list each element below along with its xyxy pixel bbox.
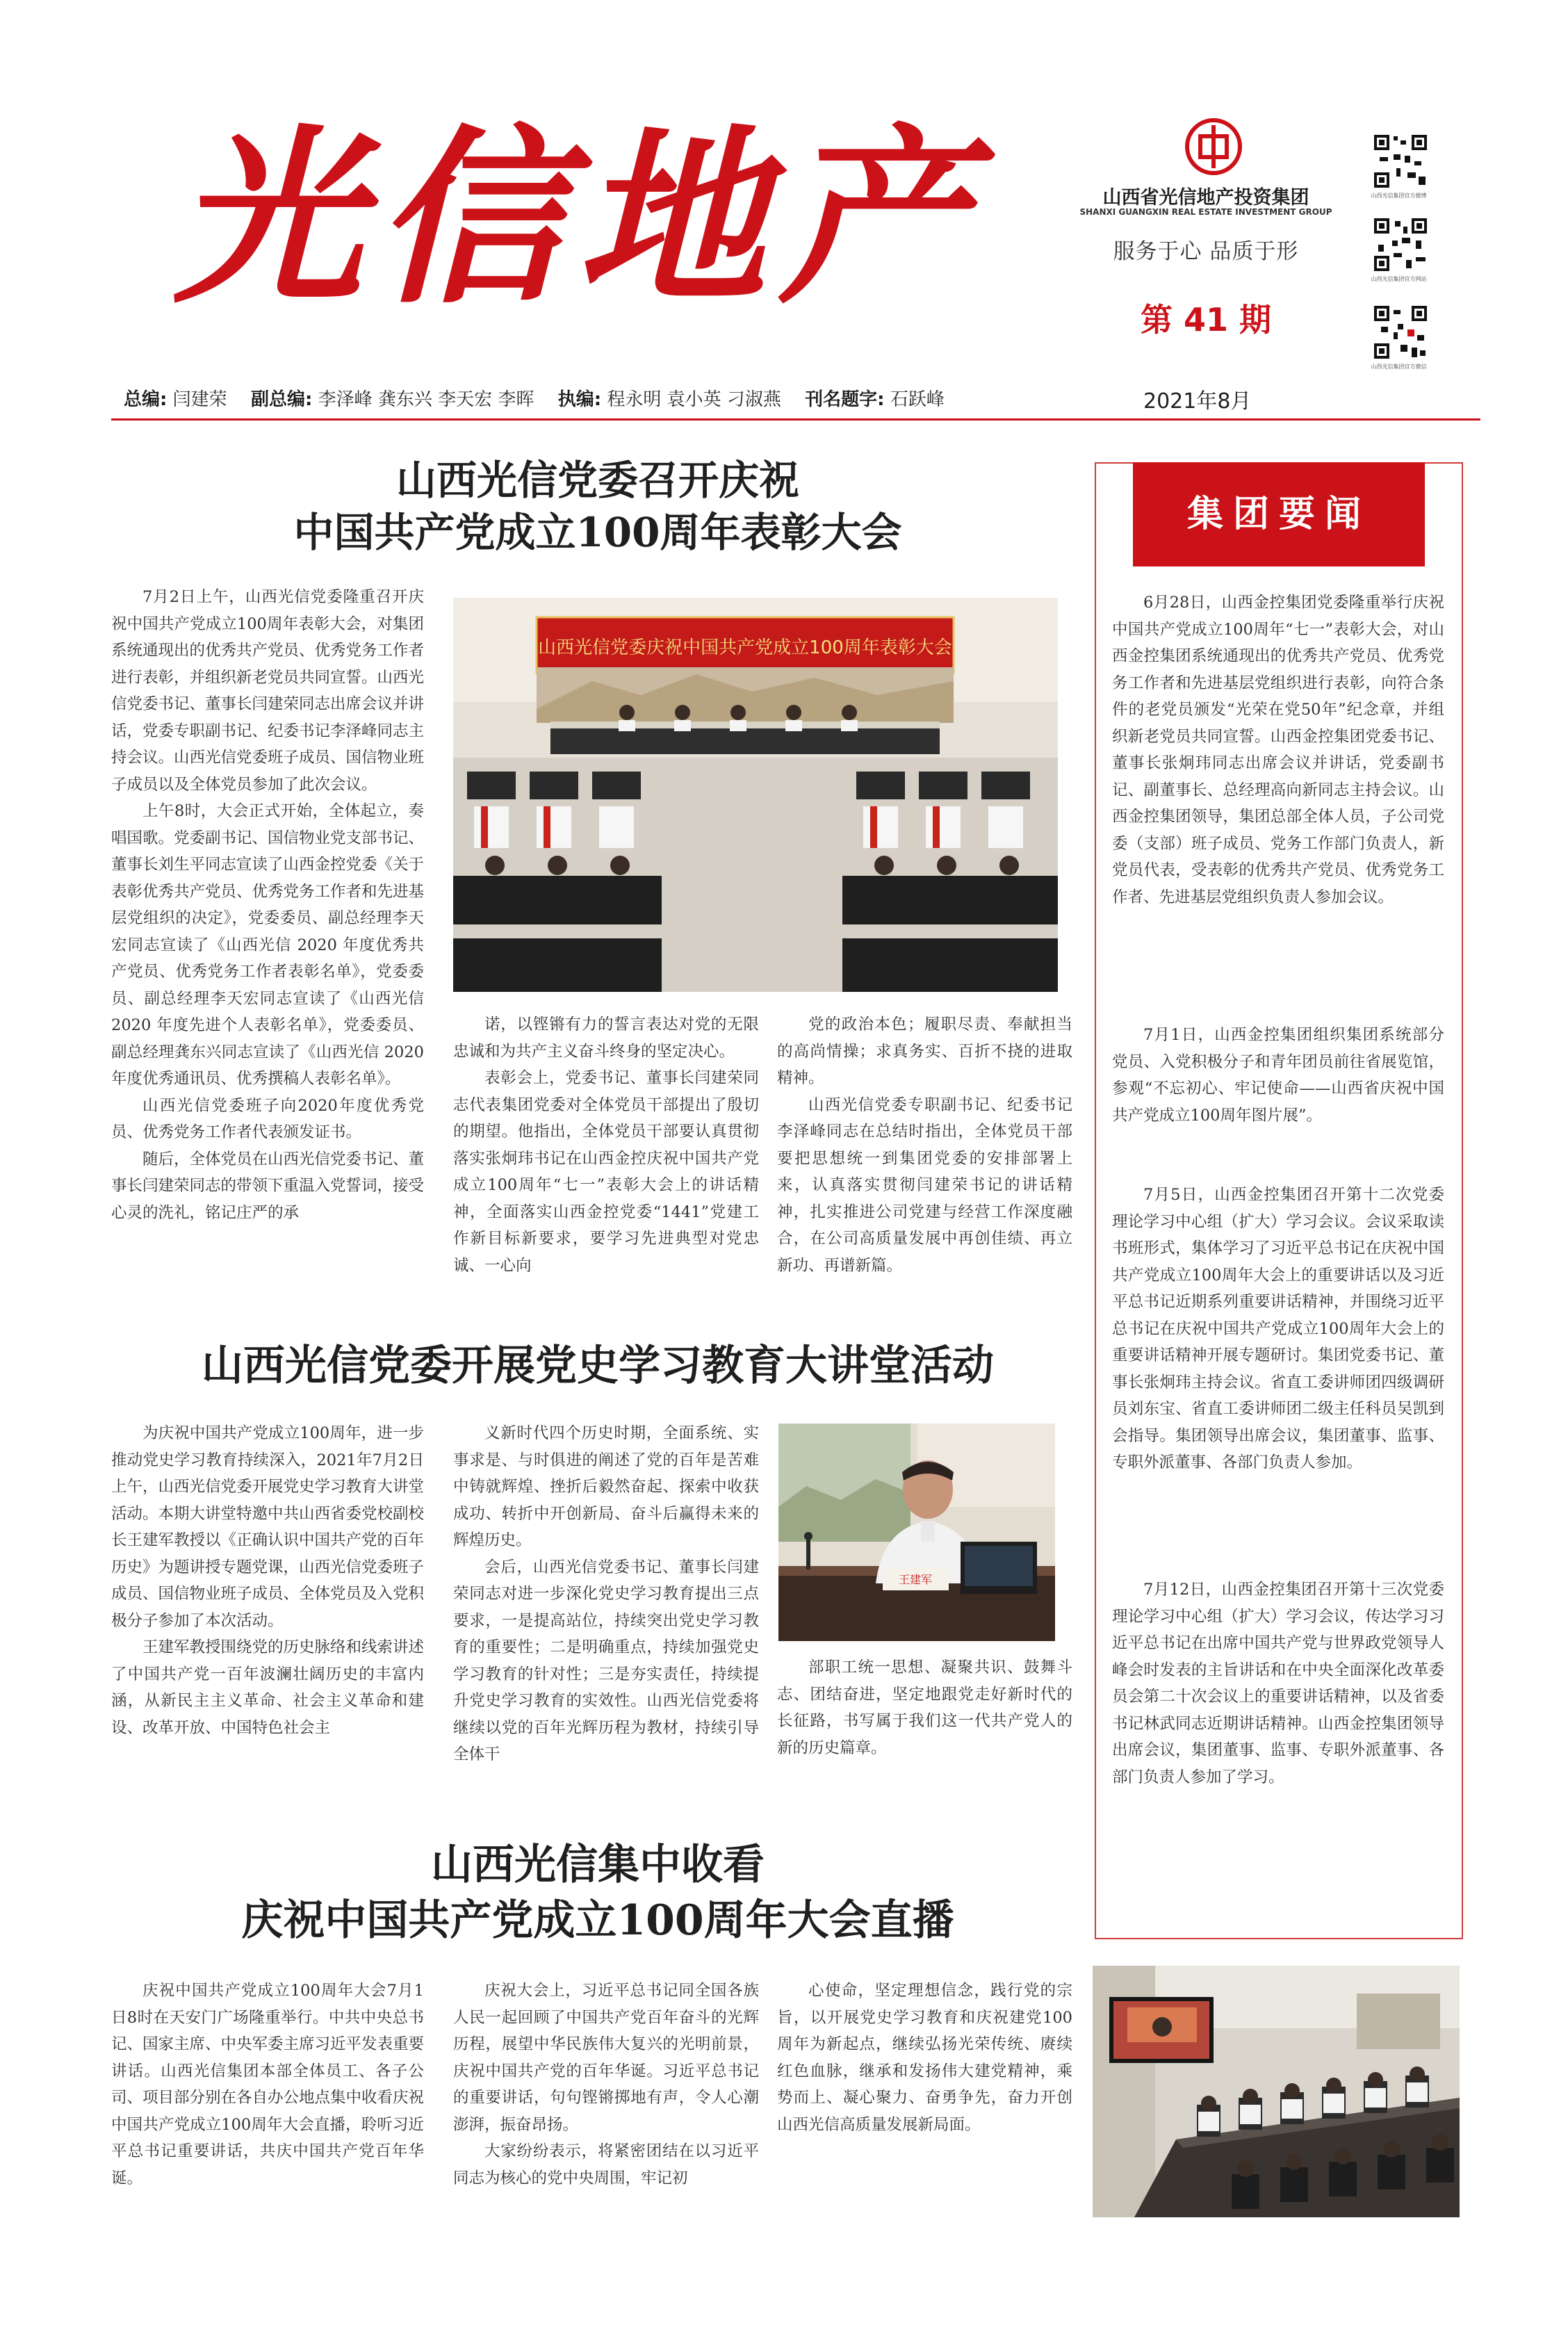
ceremony-photo-scene	[453, 598, 1058, 992]
calligraphy-author: 石跃峰	[890, 389, 945, 410]
speaker-nameplate: 王建军	[898, 1573, 933, 1586]
article1-title-line1: 山西光信党委召开庆祝	[395, 457, 799, 504]
paragraph: 为庆祝中国共产党成立100周年，进一步推动党史学习教育持续深入，2021年7月2日上午，山西光信党委开展党史学习教育大讲堂活动。本期大讲堂特邀中共山西省委党校副校长王建军教授以《正确认识中国共产党的百年历史》为题讲授专题党课，山西光信党委班子成员、国信物业班子成员、全体党员及入党积极分子参加了本次活动。	[111, 1424, 424, 1630]
paragraph: 7月5日，山西金控集团召开第十二次党委理论学习中心组（扩大）学习会议。会议采取读书班形式，集体学习了习近平总书记在庆祝中国共产党成立100周年大会上的重要讲话以及习近平总书记近期系列重要讲话精神，并围绕习近平总书记在庆祝中国共产党成立100周年大会上的重要讲话精神开展专题研讨。集团党委书记、董事长张炯玮主持会议。省直工委讲师团四级调研员刘东宝、省直工委讲师团二级主任科员吴凯到会指导。集团领导出席会议，集团董事、监事、专职外派董事、各部门负责人参加。	[1112, 1186, 1444, 1471]
deputy-editor-label: 副总编:	[250, 389, 313, 410]
lecture-photo	[778, 1424, 1055, 1641]
sidebar-news-2	[1112, 1022, 1444, 1168]
qr-caption-wechat: 山西光信集团官方微信	[1371, 364, 1427, 370]
ceremony-banner-text: 山西光信党委庆祝中国共产党成立100周年表彰大会	[538, 637, 952, 658]
ceremony-photo	[453, 598, 1058, 992]
calligraphy-label: 刊名题字:	[805, 389, 885, 410]
paragraph: 党的政治本色；履职尽责、奉献担当的高尚情操；求真务实、百折不挠的进取精神。	[777, 1016, 1072, 1087]
paragraph: 义新时代四个历史时期，全面系统、实事求是、与时俱进的阐述了党的百年是苦难中铸就辉煌、挫折后毅然奋起、探索中收获成功、转折中开创新局、奋斗后赢得未来的辉煌历史。	[453, 1424, 759, 1549]
sidebar-news-3	[1112, 1182, 1444, 1567]
qr-caption-weibo: 山西光信集团官方微博	[1371, 193, 1427, 199]
paragraph: 7月12日，山西金控集团召开第十三次党委理论学习中心组（扩大）学习会议，传达学习习近平总书记在出席中国共产党与世界政党领导人峰会时发表的主旨讲话和在中央全面深化改革委员会第二十次会议上的重要讲话精神，以及省委书记林武同志近期讲话精神。山西金控集团领导出席会议，集团董事、监事、专职外派董事、各部门负责人参加了学习。	[1112, 1581, 1444, 1786]
article3-column-3	[777, 1978, 1072, 2221]
article2-column-3	[777, 1654, 1072, 1793]
paragraph: 会后，山西光信党委书记、董事长闫建荣同志对进一步深化党史学习教育提出三点要求，一是提高站位，持续突出党史学习教育的重要性；二是明确重点，持续加强党史学习教育的针对性；三是夯实责任，持续提升党史学习教育的实效性。山西光信党委将继续以党的百年光辉历程为教材，持续引导全体干	[453, 1558, 759, 1763]
group-name: 山西省光信地产投资集团	[1102, 187, 1309, 209]
sidebar-news-4	[1112, 1576, 1444, 1927]
exec-editor-label: 执编:	[557, 389, 602, 410]
paragraph: 山西光信党委班子向2020年度优秀党员、优秀党务工作者代表颁发证书。	[111, 1096, 424, 1141]
qr-code-wechat-icon	[1373, 304, 1428, 360]
paragraph: 诺，以铿锵有力的誓言表达对党的无限忠诚和为共产主义奋斗终身的坚定决心。	[453, 1016, 759, 1061]
lecture-photo-scene	[778, 1424, 1055, 1641]
article1-title-line2: 中国共产党成立100周年表彰大会	[293, 509, 902, 556]
qr-caption-website: 山西光信集团官方网站	[1371, 276, 1427, 282]
chief-editor-label: 总编:	[124, 389, 168, 410]
masthead-title: 光信地产	[174, 108, 980, 329]
article1-column-3	[777, 1011, 1072, 1282]
article1-column-1	[111, 584, 424, 1282]
chief-editor: 闫建荣	[172, 389, 227, 410]
article1-column-2	[453, 1011, 759, 1282]
deputy-editors: 李泽峰 龚东兴 李天宏 李晖	[318, 389, 534, 410]
article3-column-2	[453, 1978, 759, 2221]
group-slogan: 服务于心 品质于形	[1113, 239, 1299, 264]
group-name-en: SHANXI GUANGXIN REAL ESTATE INVESTMENT GROUP	[1079, 207, 1332, 217]
article3-title-line1: 山西光信集中收看	[431, 1841, 765, 1889]
broadcast-photo	[1093, 1966, 1460, 2217]
article3-column-1	[111, 1978, 424, 2221]
qr-code-weibo-icon	[1373, 133, 1428, 189]
masthead-divider	[111, 418, 1480, 421]
paragraph: 部职工统一思想、凝聚共识、鼓舞斗志、团结奋进，坚定地跟党走好新时代的长征路，书写属于我们这一代共产党人的新的历史篇章。	[777, 1658, 1072, 1757]
article2-title: 山西光信党委开展党史学习教育大讲堂活动	[202, 1342, 994, 1390]
exec-editors: 程永明 袁小英 刁淑燕	[607, 389, 781, 410]
article2-column-2	[453, 1420, 759, 1795]
sidebar-news-1	[1112, 589, 1444, 1020]
issue-number: 第 41 期	[1140, 301, 1272, 339]
broadcast-photo-scene	[1093, 1966, 1460, 2217]
paragraph: 随后，全体党员在山西光信党委书记、董事长闫建荣同志的带领下重温入党誓词，接受心灵的洗礼，铭记庄严的承	[111, 1150, 424, 1222]
paragraph: 上午8时，大会正式开始，全体起立，奏唱国歌。党委副书记、国信物业党支部书记、董事长刘生平同志宣读了山西金控党委《关于表彰优秀共产党员、优秀党务工作者和先进基层党组织的决定》，党委委员、副总经理李天宏同志宣读了《山西光信 2020 年度优秀共产党员、优秀党务工作者表彰名单》，党委委员、副总经理李天宏同志宣读了《山西光信 2020 年度先进个人表彰名单》，党委委员、副总经理龚东兴同志宣读了《山西光信 2020 年度优秀通讯员、优秀撰稿人表彰名单》。	[111, 802, 424, 1088]
article2-column-1	[111, 1420, 424, 1795]
paragraph: 庆祝中国共产党成立100周年大会7月1日8时在天安门广场隆重举行。中共中央总书记、国家主席、中央军委主席习近平发表重要讲话。山西光信集团本部全体员工、各子公司、项目部分别在各自办公地点集中收看庆祝中国共产党成立100周年大会直播，聆听习近平总书记重要讲话，共庆中国共产党百年华诞。	[111, 1982, 424, 2187]
editors-line	[124, 385, 1097, 411]
paragraph: 山西光信党委专职副书记、纪委书记李泽峰同志在总结时指出，全体党员干部要把思想统一到集团党委的安排部署上来，认真落实贯彻闫建荣书记的讲话精神，扎实推进公司党建与经营工作深度融合，在公司高质量发展中再创佳绩、再立新功、再谱新篇。	[777, 1095, 1072, 1275]
group-logo-icon	[1185, 118, 1242, 175]
paragraph: 王建军教授围绕党的历史脉络和线索讲述了中国共产党一百年波澜壮阔历史的丰富内涵，从新民主主义革命、社会主义革命和建设、改革开放、中国特色社会主	[111, 1638, 424, 1737]
qr-code-website-icon	[1373, 217, 1428, 272]
sidebar-title: 集团要闻	[1133, 462, 1425, 566]
paragraph: 大家纷纷表示，将紧密团结在以习近平同志为核心的党中央周围，牢记初	[453, 2142, 759, 2187]
issue-date: 2021年8月	[1143, 389, 1252, 414]
paragraph: 庆祝大会上，习近平总书记同全国各族人民一起回顾了中国共产党百年奋斗的光辉历程，展望中华民族伟大复兴的光明前景，庆祝中国共产党的百年华诞。习近平总书记的重要讲话，句句铿锵掷地有声，令人心潮澎湃，振奋昂扬。	[453, 1982, 759, 2134]
paragraph: 7月1日，山西金控集团组织集团系统部分党员、入党积极分子和青年团员前往省展览馆，参观“不忘初心、牢记使命——山西省庆祝中国共产党成立100周年图片展”。	[1112, 1026, 1444, 1125]
paragraph: 7月2日上午，山西光信党委隆重召开庆祝中国共产党成立100周年表彰大会，对集团系统通现出的优秀共产党员、优秀党务工作者进行表彰，并组织新老党员共同宣誓。山西光信党委书记、董事长闫建荣同志出席会议并讲话，党委专职副书记、纪委书记李泽峰同志主持会议。山西光信党委班子成员、国信物业班子成员以及全体党员参加了此次会议。	[111, 588, 424, 794]
paragraph: 心使命，坚定理想信念，践行党的宗旨，以开展党史学习教育和庆祝建党100周年为新起点，继续弘扬光荣传统、赓续红色血脉，继承和发扬伟大建党精神，乘势而上、凝心聚力、奋勇争先，奋力开创山西光信高质量发展新局面。	[777, 1982, 1072, 2134]
paragraph: 6月28日，山西金控集团党委隆重举行庆祝中国共产党成立100周年“七一”表彰大会，对山西金控集团系统通现出的优秀共产党员、优秀党务工作者和先进基层党组织进行表彰，向符合条件的老党员颁发“光荣在党50年”纪念章，并组织新老党员共同宣誓。山西金控集团党委书记、董事长张炯玮同志出席会议并讲话，党委副书记、副董事长、总经理高向新同志主持会议。山西金控集团领导，集团总部全体人员，子公司党委（支部）班子成员、党务工作部门负责人，新党员代表，受表彰的优秀共产党员、优秀党务工作者、先进基层党组织负责人参加会议。	[1112, 594, 1444, 906]
paragraph: 表彰会上，党委书记、董事长闫建荣同志代表集团党委对全体党员干部提出了殷切的期望。他指出，全体党员干部要认真贯彻落实张炯玮书记在山西金控庆祝中国共产党成立100周年“七一”表彰大会上的讲话精神，全面落实山西金控党委“1441”党建工作新目标新要求，要学习先进典型对党忠诚、一心向	[453, 1069, 759, 1275]
article3-title-line2: 庆祝中国共产党成立100周年大会直播	[241, 1896, 954, 1945]
